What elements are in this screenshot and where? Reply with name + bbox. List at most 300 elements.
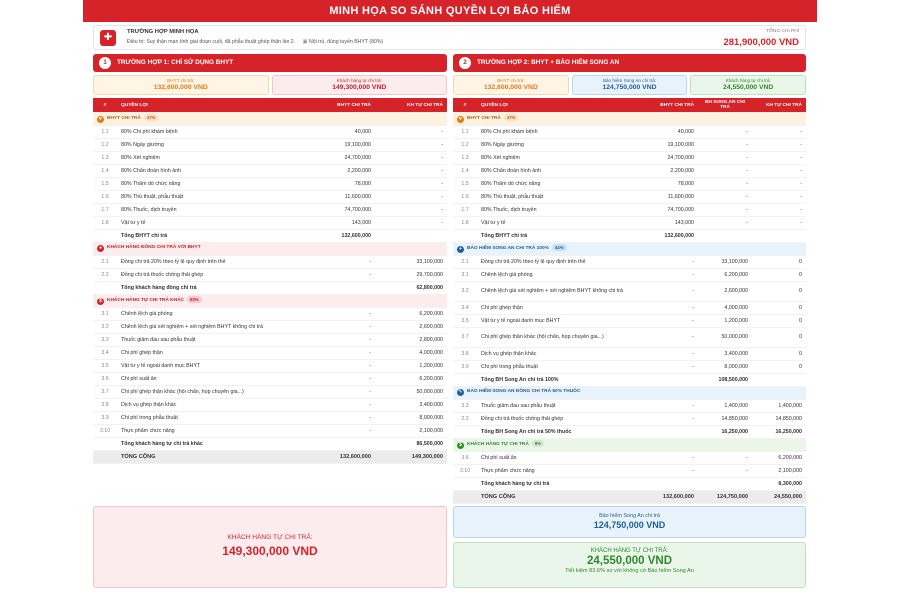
row-number: 3.4 (93, 346, 117, 359)
amount-cell: - (642, 301, 698, 314)
amount-cell: - (698, 125, 752, 138)
row-number: 2.1 (453, 255, 477, 268)
benefit-name: Dịch vụ ghép thận khác (477, 347, 642, 360)
amount-cell: 50,000,000 (698, 327, 752, 347)
chip-value: 24,550,000 VND (723, 84, 774, 91)
amount-cell: - (375, 164, 447, 177)
amount-cell: 24,700,000 (642, 151, 698, 164)
customer-pays-chip (272, 75, 448, 95)
row-number: 3.10 (93, 424, 117, 437)
subtotal-row (453, 373, 806, 386)
table-row (453, 464, 806, 477)
amount-cell: - (307, 398, 375, 411)
amount-cell: - (642, 327, 698, 347)
amount-cell: 74,700,000 (642, 203, 698, 216)
subtotal-label: Tổng BH Song An chi trả 100% (477, 373, 642, 386)
section-title: BẢO HIỂM SONG AN CHI TRẢ 100% (467, 246, 549, 251)
amount-cell: 50,000,000 (375, 385, 447, 398)
col-header-bhyt: BHYT CHI TRẢ (307, 98, 375, 112)
col-header-benefit: QUYỀN LỢI (477, 98, 642, 112)
bhyt-pays-chip (453, 75, 569, 95)
subtotal-amount (453, 229, 477, 242)
table-row (93, 164, 447, 177)
table-row (93, 333, 447, 346)
case-2-summary-box (453, 542, 806, 588)
table-row (453, 412, 806, 425)
table-row (453, 314, 806, 327)
amount-cell: - (698, 464, 752, 477)
row-number: 1.4 (93, 164, 117, 177)
section-title: BHYT CHI TRẢ (467, 115, 501, 121)
benefit-name: Vật tư y tế (117, 216, 307, 229)
row-number: 1.2 (93, 138, 117, 151)
amount-cell: 2,600,000 (375, 320, 447, 333)
benefit-name: 80% Chẩn đoán hình ảnh (117, 164, 307, 177)
benefit-name: 80% Thuốc, dịch truyền (117, 203, 307, 216)
case-1-table (93, 98, 447, 464)
case-2-title: TRƯỜNG HỢP 2: BHYT + BẢO HIỂM SONG AN (477, 59, 620, 66)
table-header-row (453, 98, 806, 112)
amount-cell: 1,200,000 (375, 359, 447, 372)
chip-label: Khách hàng tự chi trả: (725, 78, 771, 83)
amount-cell: - (642, 360, 698, 373)
case-1-number: 1 (99, 57, 111, 69)
amount-cell: 74,700,000 (307, 203, 375, 216)
amount-cell: 40,000 (642, 125, 698, 138)
benefit-name: 80% Chi phí khám bệnh (117, 125, 307, 138)
amount-cell: - (752, 151, 806, 164)
grand-total-amount: 132,600,000 (307, 450, 375, 463)
benefit-name: 80% Ngày giường (477, 138, 642, 151)
summary-label: Bảo hiểm Song An chi trả (599, 513, 660, 519)
medical-case-icon: ✚ (100, 30, 116, 46)
section-title: KHÁCH HÀNG TỰ CHI TRẢ (467, 442, 529, 447)
amount-cell: - (642, 255, 698, 268)
amount-cell: - (642, 347, 698, 360)
amount-cell: - (307, 268, 375, 281)
case-2-column (453, 54, 806, 504)
case-description (127, 39, 383, 45)
subtotal-label: Tổng BHYT chi trả (477, 229, 642, 242)
song-an-pays-chip (572, 75, 688, 95)
benefit-name: 80% Thăm dò chức năng (117, 177, 307, 190)
amount-cell: - (698, 138, 752, 151)
table-row (93, 177, 447, 190)
amount-cell: - (698, 164, 752, 177)
amount-cell: 8,000,000 (375, 411, 447, 424)
table-row (93, 385, 447, 398)
section-title-cell (453, 386, 806, 399)
table-row (93, 359, 447, 372)
subtotal-amount (93, 281, 117, 294)
row-number: 3.9 (93, 411, 117, 424)
amount-cell: 8,000,000 (698, 360, 752, 373)
amount-cell: 0 (752, 314, 806, 327)
summary-value: 149,300,000 VND (222, 544, 318, 558)
benefit-name: 80% Xét nghiệm (117, 151, 307, 164)
total-cost-label: TỔNG CHI PHÍ (766, 29, 799, 34)
amount-cell: 24,700,000 (307, 151, 375, 164)
benefit-name: 80% Chẩn đoán hình ảnh (477, 164, 642, 177)
table-row (93, 138, 447, 151)
case-2-number: 2 (459, 57, 471, 69)
subtotal-amount: 86,500,000 (375, 437, 447, 450)
section-title-cell (93, 112, 447, 125)
row-number: 2.2 (453, 412, 477, 425)
amount-cell: - (698, 451, 752, 464)
row-number: 1.6 (453, 190, 477, 203)
amount-cell: 1,200,000 (698, 314, 752, 327)
amount-cell: 0 (752, 255, 806, 268)
table-row (453, 203, 806, 216)
bhyt-icon: ♥ (457, 116, 464, 123)
amount-cell: - (307, 307, 375, 320)
amount-cell: - (752, 203, 806, 216)
table-row (453, 190, 806, 203)
benefit-name: Vật tư y tế (477, 216, 642, 229)
benefit-name: Dịch vụ ghép thận khác (117, 398, 307, 411)
amount-cell: - (375, 190, 447, 203)
amount-cell: 2,800,000 (375, 333, 447, 346)
benefit-name: 80% Ngày giường (117, 138, 307, 151)
amount-cell: 2,200,000 (642, 164, 698, 177)
section-title-cell (453, 242, 806, 255)
subtotal-amount (307, 281, 375, 294)
col-header-number: # (453, 98, 477, 112)
amount-cell: - (642, 281, 698, 301)
amount-cell: 6,200,000 (375, 372, 447, 385)
amount-cell: - (642, 412, 698, 425)
subtotal-amount (642, 373, 698, 386)
amount-cell: - (375, 151, 447, 164)
case-1-title: TRƯỜNG HỢP 1: CHỈ SỬ DỤNG BHYT (117, 59, 234, 66)
subtotal-label: Tổng khách hàng tự chi trả (477, 477, 642, 490)
amount-cell: 0 (752, 347, 806, 360)
row-number: 3.3 (93, 333, 117, 346)
row-number: 3.4 (453, 301, 477, 314)
case-title: TRƯỜNG HỢP MINH HỌA (127, 29, 199, 35)
row-number: 1.1 (453, 125, 477, 138)
grand-total-amount: 132,600,000 (642, 490, 698, 503)
section-header (93, 112, 447, 125)
table-row (93, 125, 447, 138)
amount-cell: - (307, 385, 375, 398)
amount-cell: 0 (752, 360, 806, 373)
row-number: 2.1 (93, 255, 117, 268)
amount-cell: 14,850,000 (752, 412, 806, 425)
amount-cell: 11,600,000 (642, 190, 698, 203)
subtotal-amount (307, 437, 375, 450)
amount-cell: - (698, 151, 752, 164)
amount-cell: - (307, 255, 375, 268)
benefit-name: Chi phí trong phẫu thuật (477, 360, 642, 373)
table-row (93, 411, 447, 424)
row-number: 3.8 (93, 398, 117, 411)
benefit-name: Vật tư y tế ngoài danh mục BHYT (117, 359, 307, 372)
row-number: 3.3 (453, 399, 477, 412)
amount-cell: - (307, 359, 375, 372)
section-header (453, 112, 806, 125)
benefit-name: Đồng chi trả thuốc chống thải ghép (477, 412, 642, 425)
summary-label: KHÁCH HÀNG TỰ CHI TRẢ: (590, 548, 669, 554)
amount-cell: 78,000 (307, 177, 375, 190)
benefit-name: Chênh lệch giá phòng (117, 307, 307, 320)
table-row (93, 216, 447, 229)
savings-note: Tiết kiệm 83.6% so với không có Bảo hiểm Song An (565, 568, 694, 574)
table-row (93, 398, 447, 411)
total-cost-value: 281,900,000 VND (723, 37, 799, 48)
subtotal-label: Tổng khách hàng tự chi trả khác (117, 437, 307, 450)
amount-cell: 78,000 (642, 177, 698, 190)
bhyt-icon: ♥ (97, 116, 104, 123)
amount-cell: 33,100,000 (375, 255, 447, 268)
subtotal-amount: 16,250,000 (752, 425, 806, 438)
section-percent-badge: 47% (504, 114, 519, 121)
chip-value: 149,300,000 VND (332, 84, 387, 91)
row-number: 1.7 (93, 203, 117, 216)
chip-value: 132,600,000 VND (153, 84, 208, 91)
subtotal-label: Tổng BHYT chi trả (117, 229, 307, 242)
col-header-customer: KH TỰ CHI TRẢ (752, 98, 806, 112)
benefit-name: Đồng chi trả 20% theo tỷ lệ quy định trên thẻ (117, 255, 307, 268)
section-percent-badge: 9% (532, 440, 544, 447)
amount-cell: 2,100,000 (375, 424, 447, 437)
summary-value: 124,750,000 VND (593, 520, 666, 530)
amount-cell: - (307, 411, 375, 424)
row-number: 1.2 (453, 138, 477, 151)
table-row (453, 360, 806, 373)
row-number: 1.8 (93, 216, 117, 229)
subtotal-amount (752, 229, 806, 242)
case-treatment: Điều trị: Suy thận mạn tính giai đoạn cuối, đã phẫu thuật ghép thận lần 2. (127, 39, 296, 45)
benefit-name: 80% Xét nghiệm (477, 151, 642, 164)
amount-cell: 4,000,000 (698, 301, 752, 314)
table-header-row (93, 98, 447, 112)
amount-cell: 11,600,000 (307, 190, 375, 203)
section-header (93, 242, 447, 255)
table-row (453, 268, 806, 281)
amount-cell: 143,000 (642, 216, 698, 229)
amount-cell: - (375, 203, 447, 216)
amount-cell: 2,600,000 (698, 281, 752, 301)
table-row (453, 301, 806, 314)
table-row (453, 125, 806, 138)
case-1-column (93, 54, 447, 464)
row-number: 1.3 (453, 151, 477, 164)
table-row (453, 327, 806, 347)
section-header (453, 438, 806, 451)
amount-cell: 6,200,000 (752, 451, 806, 464)
row-number: 3.1 (93, 307, 117, 320)
section-title-cell (93, 242, 447, 255)
section-header (93, 294, 447, 307)
row-number: 1.5 (453, 177, 477, 190)
row-number: 3.5 (93, 359, 117, 372)
grand-total-row (453, 490, 806, 503)
amount-cell: - (752, 164, 806, 177)
case-1-table-body (93, 112, 447, 463)
table-row (93, 307, 447, 320)
table-row (453, 151, 806, 164)
grand-total-amount (93, 450, 117, 463)
case-2-summary-chips (453, 75, 806, 95)
row-number: 1.8 (453, 216, 477, 229)
col-header-song-an: BH SONG AN CHI TRẢ (698, 98, 752, 112)
amount-cell: - (698, 177, 752, 190)
benefit-name: Thực phẩm chức năng (117, 424, 307, 437)
benefit-name: Chi phí ghép thận khác (hội chẩn, họp chuyên gia...) (117, 385, 307, 398)
row-number: 1.1 (93, 125, 117, 138)
amount-cell: 40,000 (307, 125, 375, 138)
amount-cell: - (307, 372, 375, 385)
section-title: KHÁCH HÀNG ĐỒNG CHI TRẢ VỚI BHYT (107, 245, 201, 250)
section-percent-badge: 47% (144, 114, 159, 121)
customer-pays-chip (690, 75, 806, 95)
table-row (453, 177, 806, 190)
col-header-number: # (93, 98, 117, 112)
case-info-box (93, 25, 806, 50)
subtotal-amount (698, 229, 752, 242)
amount-cell: - (642, 268, 698, 281)
hospital-icon: ▣ (302, 39, 308, 45)
table-row (93, 151, 447, 164)
section-title-cell (453, 112, 806, 125)
amount-cell: 2,200,000 (307, 164, 375, 177)
amount-cell: 29,700,000 (375, 268, 447, 281)
table-row (93, 346, 447, 359)
benefit-name: Chi phí ghép thận (477, 301, 642, 314)
subtotal-row (93, 437, 447, 450)
benefit-name: 80% Thăm dò chức năng (477, 177, 642, 190)
benefit-name: Chi phí trong phẫu thuật (117, 411, 307, 424)
grand-total-amount: 24,550,000 (752, 490, 806, 503)
subtotal-row (453, 425, 806, 438)
row-number: 3.2 (93, 320, 117, 333)
table-row (453, 347, 806, 360)
grand-total-label: TỔNG CỘNG (117, 450, 307, 463)
amount-cell: - (642, 451, 698, 464)
row-number: 1.7 (453, 203, 477, 216)
case-1-summary-box (93, 506, 447, 588)
song-an-icon: + (457, 246, 464, 253)
row-number: 3.2 (453, 281, 477, 301)
medicine-icon: ✎ (458, 389, 463, 395)
amount-cell: 143,000 (307, 216, 375, 229)
amount-cell: - (307, 346, 375, 359)
subtotal-amount: 16,250,000 (698, 425, 752, 438)
row-number: 3.6 (93, 372, 117, 385)
subtotal-row (93, 229, 447, 242)
subtotal-amount (93, 437, 117, 450)
amount-cell: 33,100,000 (698, 255, 752, 268)
benefit-name: Chi phí ghép thận khác (hội chẩn, họp chuyên gia...) (477, 327, 642, 347)
benefit-name: 80% Thuốc, dịch truyền (477, 203, 642, 216)
amount-cell: - (642, 314, 698, 327)
table-row (93, 424, 447, 437)
summary-value: 24,550,000 VND (586, 555, 673, 567)
amount-cell: 0 (752, 281, 806, 301)
grand-total-row (93, 450, 447, 463)
grand-total-amount (453, 490, 477, 503)
row-number: 1.4 (453, 164, 477, 177)
section-title: BẢO HIỂM SONG AN ĐỒNG CHI TRẢ 50% THUỐC (467, 389, 581, 394)
subtotal-label: Tổng khách hàng đồng chi trả (117, 281, 307, 294)
case-2-table (453, 98, 806, 504)
subtotal-amount: 62,800,000 (375, 281, 447, 294)
table-row (453, 255, 806, 268)
case-2-table-body (453, 112, 806, 503)
amount-cell: - (375, 125, 447, 138)
row-number: 2.2 (93, 268, 117, 281)
amount-cell: - (698, 190, 752, 203)
subtotal-amount (453, 373, 477, 386)
self-pay-icon: $ (97, 298, 104, 305)
row-number: 3.10 (453, 464, 477, 477)
subtotal-amount (752, 373, 806, 386)
subtotal-amount (93, 229, 117, 242)
row-number: 1.5 (93, 177, 117, 190)
table-row (453, 164, 806, 177)
amount-cell: 1,400,000 (752, 399, 806, 412)
amount-cell: 4,000,000 (375, 346, 447, 359)
bhyt-pays-chip (93, 75, 269, 95)
amount-cell: 19,100,000 (307, 138, 375, 151)
subtotal-row (453, 477, 806, 490)
section-title: BHYT CHI TRẢ (107, 115, 141, 121)
table-row (93, 190, 447, 203)
section-title-cell (93, 294, 447, 307)
benefit-name: 80% Chi phí khám bệnh (477, 125, 642, 138)
benefit-name: Đồng chi trả 20% theo tỷ lệ quy định trên thẻ (477, 255, 642, 268)
chip-value: 124,750,000 VND (602, 84, 657, 91)
table-row (453, 281, 806, 301)
amount-cell: 14,850,000 (698, 412, 752, 425)
amount-cell: - (752, 177, 806, 190)
table-row (93, 203, 447, 216)
amount-cell: - (375, 216, 447, 229)
self-pay-icon: $ (457, 442, 464, 449)
amount-cell: - (698, 216, 752, 229)
amount-cell: - (307, 424, 375, 437)
grand-total-amount: 149,300,000 (375, 450, 447, 463)
benefit-name: Chênh lệch giá xét nghiệm + xét nghiệm BHYT không chi trả (477, 281, 642, 301)
benefit-name: Thuốc giảm đau sau phẫu thuật (477, 399, 642, 412)
benefit-name: 80% Thủ thuật, phẫu thuật (117, 190, 307, 203)
chip-label: Khách hàng tự chi trả: (336, 78, 382, 83)
col-header-benefit: QUYỀN LỢI (117, 98, 307, 112)
table-row (453, 138, 806, 151)
case-2-header (453, 54, 806, 72)
amount-cell: - (752, 190, 806, 203)
row-number: 1.6 (93, 190, 117, 203)
section-header (453, 386, 806, 399)
subtotal-label: Tổng BH Song An chi trả 50% thuốc (477, 425, 642, 438)
amount-cell: - (307, 320, 375, 333)
row-number: 3.7 (93, 385, 117, 398)
table-row (93, 255, 447, 268)
grand-total-amount: 124,750,000 (698, 490, 752, 503)
table-row (453, 451, 806, 464)
benefit-name: Chênh lệch giá xét nghiệm + xét nghiệm BHYT không chi trả (117, 320, 307, 333)
amount-cell: 19,100,000 (642, 138, 698, 151)
amount-cell: 6,200,000 (698, 268, 752, 281)
amount-cell: - (375, 138, 447, 151)
amount-cell: - (642, 399, 698, 412)
benefit-name: Chi phí ghép thận (117, 346, 307, 359)
case-extra: Nội trú, đúng tuyến BHYT (80%) (308, 39, 384, 45)
amount-cell: - (642, 464, 698, 477)
amount-cell: 0 (752, 301, 806, 314)
